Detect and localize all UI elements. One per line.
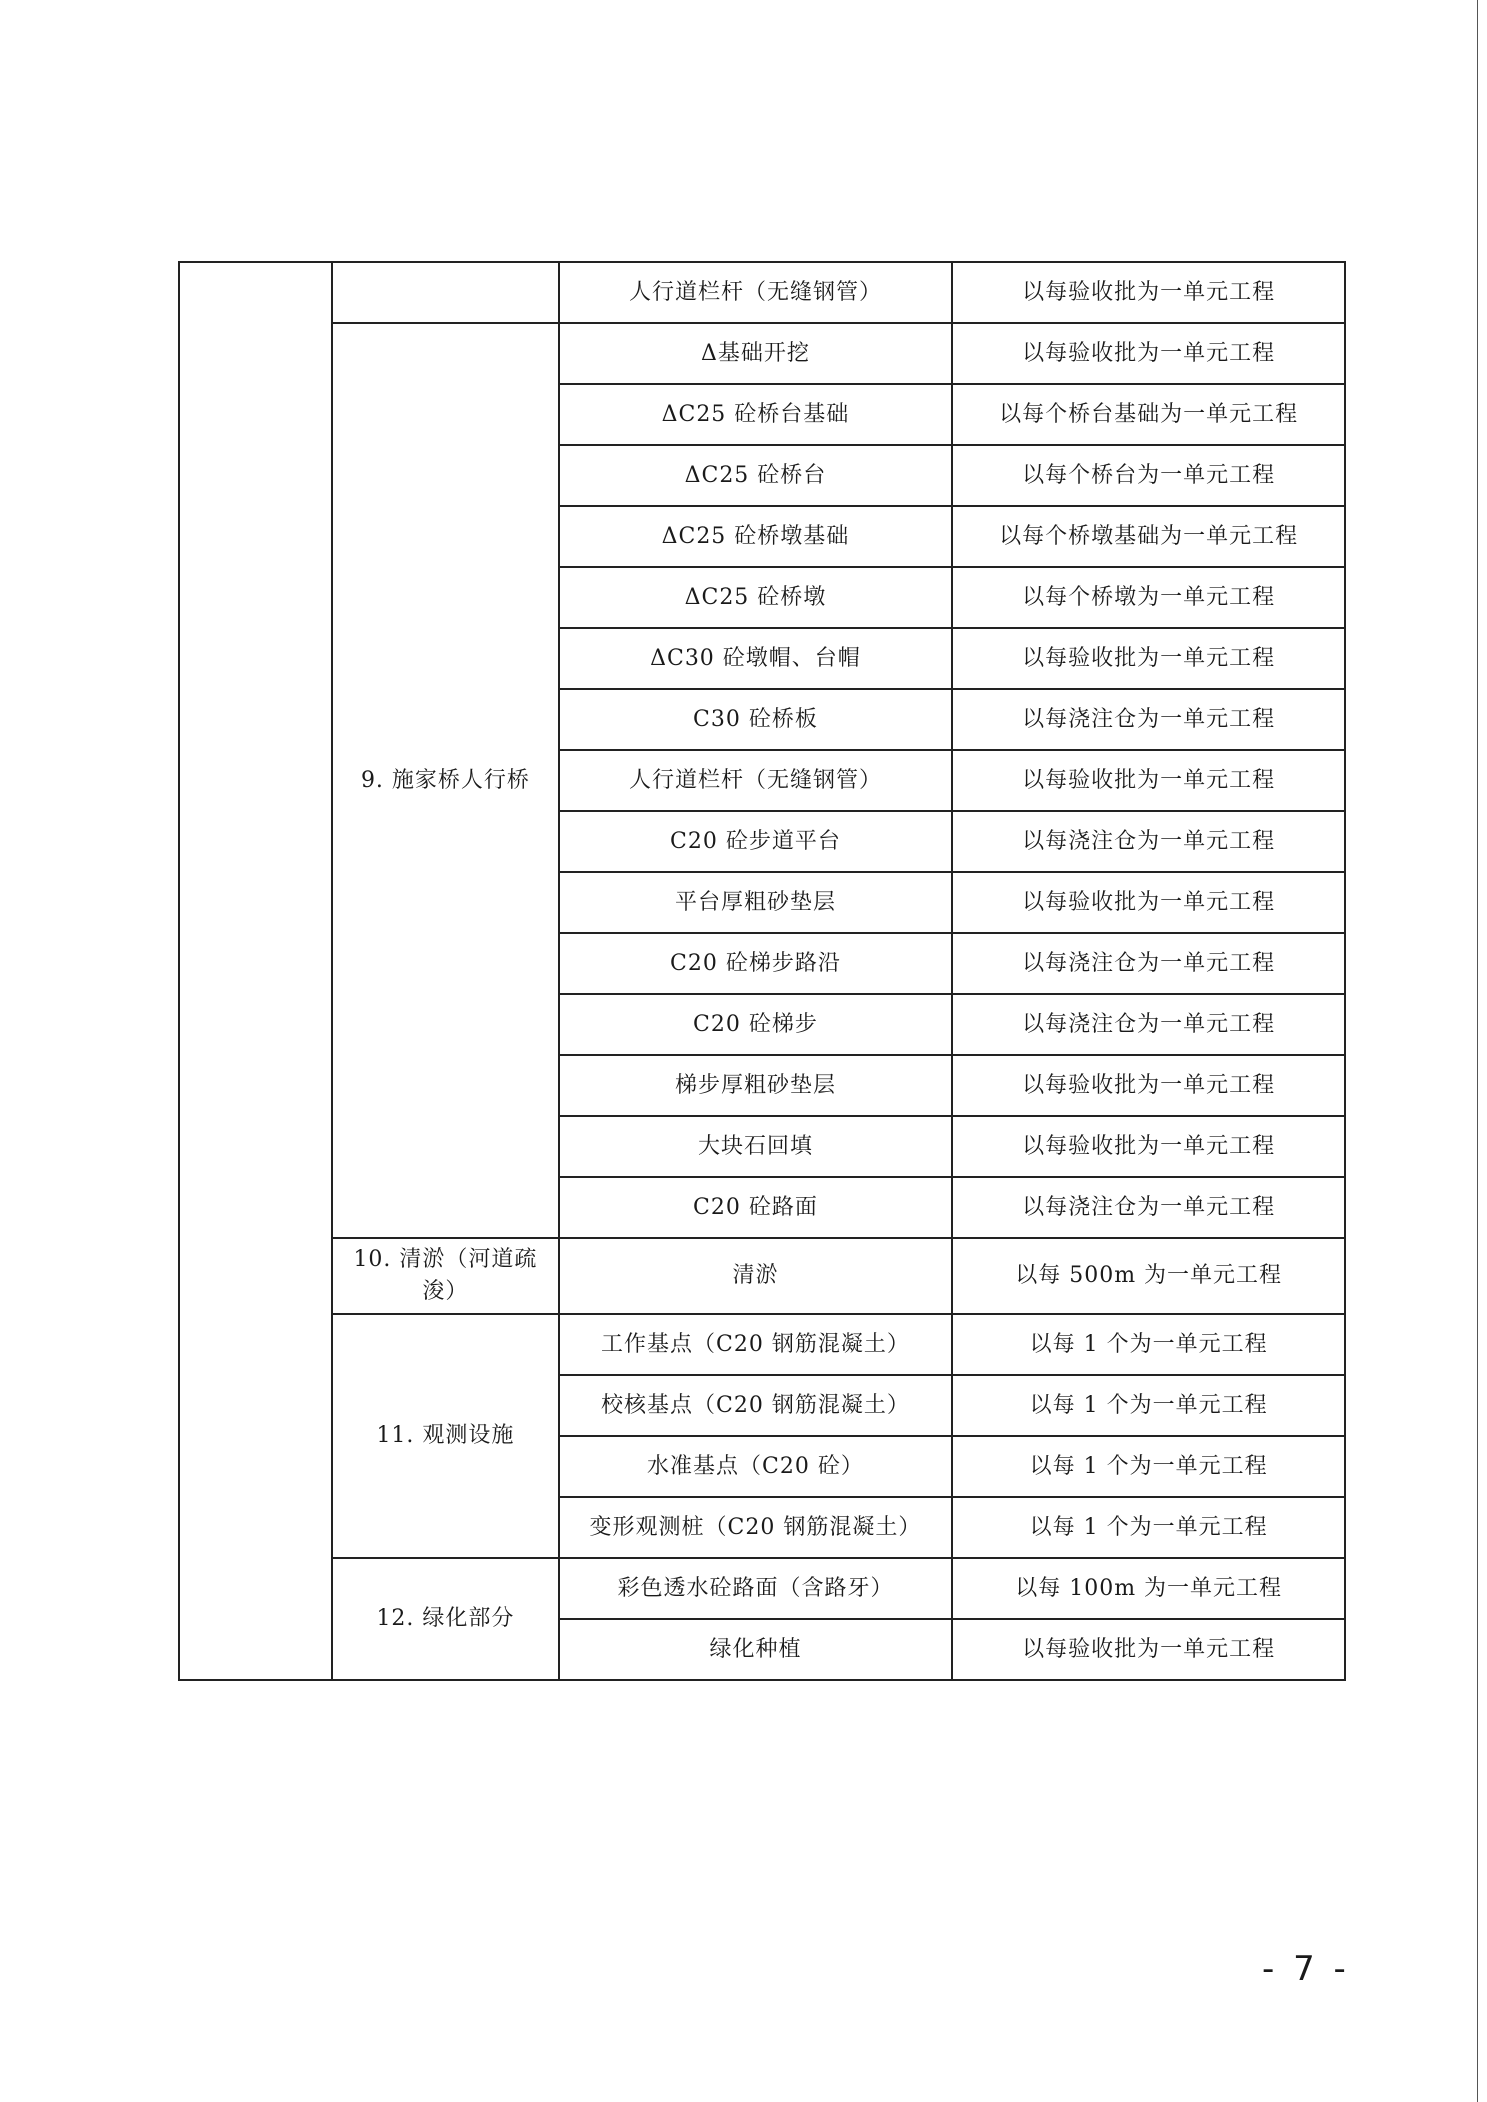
item-cell: 大块石回填 bbox=[559, 1116, 953, 1177]
rule-cell: 以每验收批为一单元工程 bbox=[952, 323, 1345, 384]
rule-cell: 以每浇注仓为一单元工程 bbox=[952, 811, 1345, 872]
item-cell: Δ基础开挖 bbox=[559, 323, 953, 384]
rule-cell: 以每个桥墩基础为一单元工程 bbox=[952, 506, 1345, 567]
rule-cell: 以每验收批为一单元工程 bbox=[952, 1116, 1345, 1177]
rule-cell: 以每验收批为一单元工程 bbox=[952, 628, 1345, 689]
rule-cell: 以每 500m 为一单元工程 bbox=[952, 1238, 1345, 1314]
item-cell: 变形观测桩（C20 钢筋混凝土） bbox=[559, 1497, 953, 1558]
rule-cell: 以每验收批为一单元工程 bbox=[952, 872, 1345, 933]
item-cell: ΔC30 砼墩帽、台帽 bbox=[559, 628, 953, 689]
rule-cell: 以每 100m 为一单元工程 bbox=[952, 1558, 1345, 1619]
item-cell: C30 砼桥板 bbox=[559, 689, 953, 750]
item-cell: 平台厚粗砂垫层 bbox=[559, 872, 953, 933]
rule-cell: 以每浇注仓为一单元工程 bbox=[952, 689, 1345, 750]
item-cell: ΔC25 砼桥台 bbox=[559, 445, 953, 506]
item-cell: ΔC25 砼桥墩 bbox=[559, 567, 953, 628]
table-row bbox=[179, 1558, 1345, 1619]
rule-cell: 以每 1 个为一单元工程 bbox=[952, 1436, 1345, 1497]
rule-cell: 以每验收批为一单元工程 bbox=[952, 1619, 1345, 1680]
rule-cell: 以每个桥墩为一单元工程 bbox=[952, 567, 1345, 628]
group-cell: 9. 施家桥人行桥 bbox=[332, 323, 558, 1238]
table-row bbox=[179, 1314, 1345, 1375]
item-cell: ΔC25 砼桥墩基础 bbox=[559, 506, 953, 567]
item-cell: 梯步厚粗砂垫层 bbox=[559, 1055, 953, 1116]
item-cell: 人行道栏杆（无缝钢管） bbox=[559, 750, 953, 811]
table-row bbox=[179, 262, 1345, 323]
item-cell: 绿化种植 bbox=[559, 1619, 953, 1680]
table-row bbox=[179, 1238, 1345, 1314]
item-cell: 校核基点（C20 钢筋混凝土） bbox=[559, 1375, 953, 1436]
rule-cell: 以每验收批为一单元工程 bbox=[952, 1055, 1345, 1116]
item-cell: C20 砼梯步 bbox=[559, 994, 953, 1055]
rule-cell: 以每个桥台为一单元工程 bbox=[952, 445, 1345, 506]
rule-cell: 以每验收批为一单元工程 bbox=[952, 262, 1345, 323]
item-cell: C20 砼路面 bbox=[559, 1177, 953, 1238]
group-cell: 12. 绿化部分 bbox=[332, 1558, 558, 1680]
item-cell: 彩色透水砼路面（含路牙） bbox=[559, 1558, 953, 1619]
rule-cell: 以每浇注仓为一单元工程 bbox=[952, 933, 1345, 994]
page-number: - 7 - bbox=[1262, 1949, 1350, 1989]
rule-cell: 以每验收批为一单元工程 bbox=[952, 750, 1345, 811]
group-cell: 11. 观测设施 bbox=[332, 1314, 558, 1558]
item-cell: ΔC25 砼桥台基础 bbox=[559, 384, 953, 445]
group-cell: 10. 清淤（河道疏浚） bbox=[332, 1238, 558, 1314]
rule-cell: 以每浇注仓为一单元工程 bbox=[952, 1177, 1345, 1238]
item-cell: 工作基点（C20 钢筋混凝土） bbox=[559, 1314, 953, 1375]
rule-cell: 以每浇注仓为一单元工程 bbox=[952, 994, 1345, 1055]
table-row bbox=[179, 323, 1345, 384]
rule-cell: 以每 1 个为一单元工程 bbox=[952, 1314, 1345, 1375]
item-cell: C20 砼步道平台 bbox=[559, 811, 953, 872]
rule-cell: 以每 1 个为一单元工程 bbox=[952, 1497, 1345, 1558]
item-cell: 清淤 bbox=[559, 1238, 953, 1314]
scan-edge-line bbox=[1477, 0, 1478, 2102]
item-cell: 人行道栏杆（无缝钢管） bbox=[559, 262, 953, 323]
rule-cell: 以每 1 个为一单元工程 bbox=[952, 1375, 1345, 1436]
group-cell bbox=[332, 262, 558, 323]
unit-division-table bbox=[178, 261, 1346, 1681]
project-column-cell bbox=[179, 262, 332, 1680]
item-cell: C20 砼梯步路沿 bbox=[559, 933, 953, 994]
item-cell: 水准基点（C20 砼） bbox=[559, 1436, 953, 1497]
rule-cell: 以每个桥台基础为一单元工程 bbox=[952, 384, 1345, 445]
